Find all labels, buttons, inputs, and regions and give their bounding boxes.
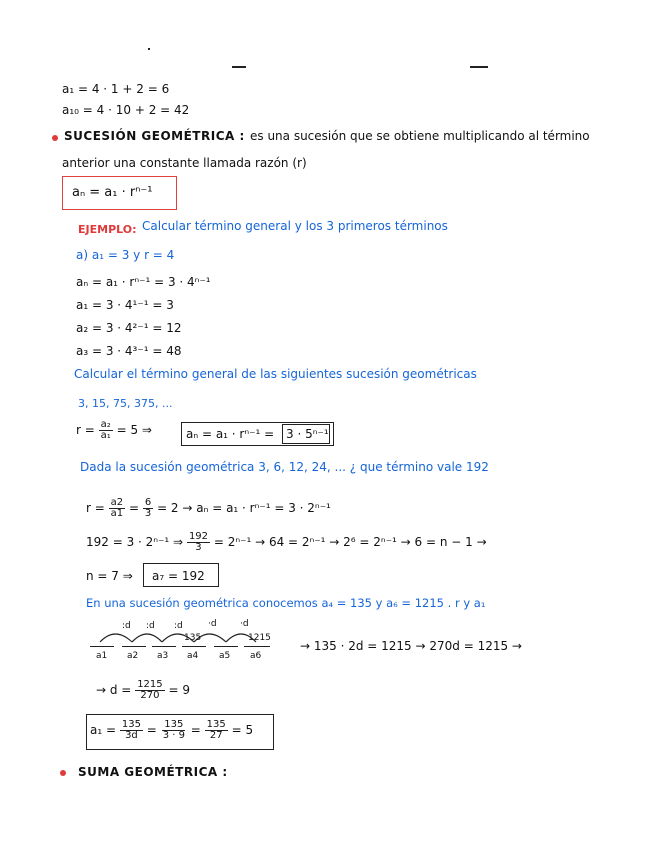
- term-slot: [90, 646, 114, 647]
- fraction-denominator: 3: [144, 508, 152, 519]
- result-fraction: [161, 720, 187, 741]
- d-calculation: [96, 680, 190, 701]
- fraction-numerator: 135: [206, 719, 226, 730]
- fraction-denominator: a1: [110, 508, 124, 519]
- general-formula: aₙ = a₁ · rⁿ⁻¹: [72, 185, 153, 200]
- equals-sign: =: [190, 723, 201, 737]
- equation-part: = 2ⁿ⁻¹ → 64 = 2ⁿ⁻¹ → 2⁶ = 2ⁿ⁻¹ → 6 = n − 1 →: [213, 535, 487, 549]
- bullet-icon: [60, 770, 66, 776]
- exercise-title: Dada la sucesión geométrica 3, 6, 12, 24, ... ¿ que término vale 192: [80, 460, 489, 474]
- equation-part: → d =: [96, 683, 132, 697]
- ratio-label: r =: [76, 423, 95, 437]
- term-value: 1215: [248, 633, 271, 643]
- fraction-numerator: 6: [144, 497, 152, 508]
- term-slot: [214, 646, 238, 647]
- fraction-denominator: 270: [140, 690, 160, 701]
- term-label: a1: [96, 651, 108, 661]
- line-a10: a₁₀ = 4 · 10 + 2 = 42: [62, 103, 190, 117]
- equals-sign: =: [128, 501, 140, 515]
- fraction-denominator: 3: [195, 542, 202, 553]
- step-label: ·d: [240, 619, 249, 629]
- term-label: a6: [250, 651, 262, 661]
- ratio-result: = 5 ⇒: [116, 423, 152, 437]
- fraction-numerator: 192: [188, 531, 209, 542]
- solution-line: n = 7 ⇒: [86, 569, 133, 583]
- term-value: 135: [184, 633, 202, 643]
- example-text: Calcular término general y los 3 primeros términos: [142, 219, 448, 233]
- section-title: SUMA GEOMÉTRICA :: [78, 765, 228, 779]
- example-term-1: a₁ = 3 · 4¹⁻¹ = 3: [76, 298, 174, 312]
- equals-sign: =: [146, 723, 157, 737]
- equation-part: a₁ =: [90, 723, 117, 737]
- fraction-numerator: 1215: [137, 679, 163, 690]
- answer-value: 3 · 5ⁿ⁻¹: [286, 427, 329, 441]
- fraction-denominator: a₁: [100, 430, 111, 441]
- general-term-result: = 2 → aₙ = a₁ · rⁿ⁻¹ = 3 · 2ⁿ⁻¹: [157, 501, 331, 515]
- term-label: a4: [187, 651, 199, 661]
- fraction-numerator: 135: [121, 719, 141, 730]
- fraction-denominator: 3 · 9: [162, 730, 185, 741]
- difference-equation: → 135 · 2d = 1215 → 270d = 1215 →: [300, 639, 522, 653]
- step-label: ·d: [208, 619, 217, 629]
- result-fraction: [205, 720, 228, 741]
- fraction-numerator: a2: [110, 497, 124, 508]
- fraction-numerator: 135: [164, 719, 184, 730]
- first-term-calculation: [90, 720, 253, 741]
- fraction-numerator: a₂: [100, 419, 111, 430]
- step-label: :d: [174, 621, 183, 631]
- result-value: = 5: [231, 723, 254, 737]
- d-fraction: [135, 680, 164, 701]
- line-a1: a₁ = 4 · 1 + 2 = 6: [62, 82, 170, 96]
- exercise-title: En una sucesión geométrica conocemos a₄ = 135 y a₆ = 1215 . r y a₁: [86, 596, 486, 610]
- ratio-label: r =: [86, 501, 105, 515]
- definition-text: es una sucesión que se obtiene multiplicando al término: [250, 129, 590, 143]
- term-slot: [122, 646, 146, 647]
- term-label: a3: [157, 651, 169, 661]
- example-label: EJEMPLO:: [78, 223, 137, 236]
- definition-text: anterior una constante llamada razón (r): [62, 156, 307, 170]
- term-slot: [152, 646, 176, 647]
- example-general-term: aₙ = a₁ · rⁿ⁻¹ = 3 · 4ⁿ⁻¹: [76, 275, 211, 289]
- result-fraction: [120, 720, 143, 741]
- solution-value: a₇ = 192: [152, 569, 205, 583]
- equation-part: = 9: [168, 683, 190, 697]
- section-title: SUCESIÓN GEOMÉTRICA :: [64, 129, 245, 143]
- term-label: a5: [219, 651, 231, 661]
- term-slot: [244, 646, 270, 647]
- sequence-values: 3, 15, 75, 375, ...: [78, 397, 173, 410]
- step-label: :d: [146, 621, 155, 631]
- example-part-a: a) a₁ = 3 y r = 4: [76, 248, 175, 262]
- term-slot: [182, 646, 206, 647]
- term-label: a2: [127, 651, 139, 661]
- fraction-denominator: 3d: [125, 730, 138, 741]
- exercise-title: Calcular el término general de las siguientes sucesión geométricas: [74, 367, 477, 381]
- equation-part: 192 = 3 · 2ⁿ⁻¹ ⇒: [86, 535, 184, 549]
- fraction-denominator: 27: [209, 730, 223, 741]
- example-term-2: a₂ = 3 · 4²⁻¹ = 12: [76, 321, 182, 335]
- answer-formula: aₙ = a₁ · rⁿ⁻¹ =: [186, 427, 275, 441]
- example-term-3: a₃ = 3 · 4³⁻¹ = 48: [76, 344, 182, 358]
- step-label: :d: [122, 621, 131, 631]
